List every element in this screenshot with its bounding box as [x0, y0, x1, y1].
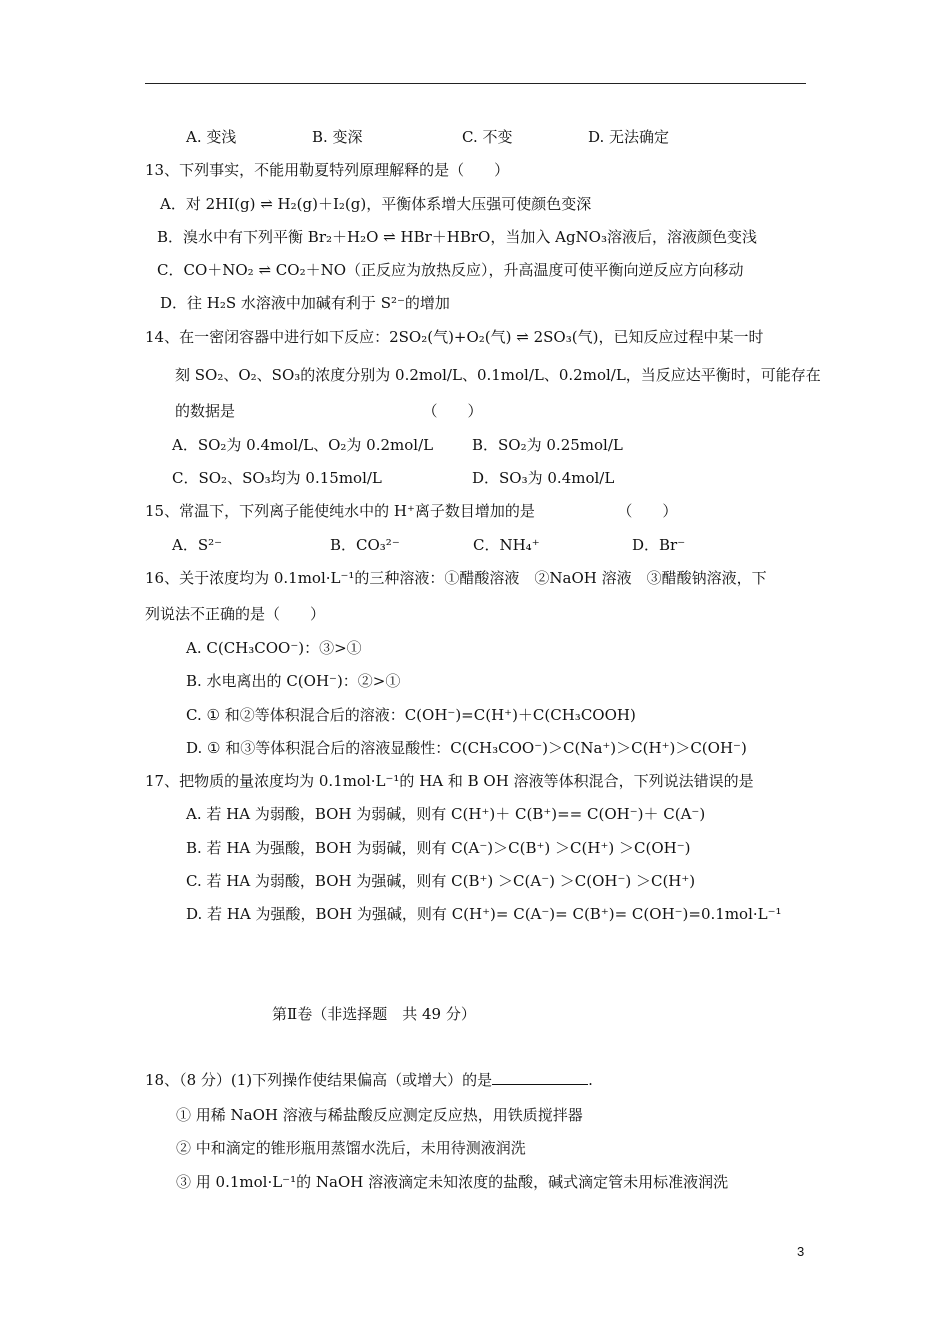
q18-stem [145, 1070, 593, 1090]
section2-title: 第Ⅱ卷（非选择题 共 49 分） [272, 1005, 476, 1023]
q16-option-b: B. 水电离出的 C(OH⁻)：②>① [186, 672, 401, 690]
q14-option-c: C．SO₂、SO₃均为 0.15mol/L [172, 469, 382, 487]
q12-option-a: A. 变浅 [186, 128, 237, 146]
page-number: 3 [797, 1244, 805, 1259]
q13-option-c: C．CO＋NO₂ ⇌ CO₂＋NO（正反应为放热反应），升高温度可使平衡向逆反应方向移动 [157, 261, 744, 279]
q18-answer-blank[interactable] [492, 1070, 588, 1085]
q15-option-d: D．Br⁻ [632, 536, 686, 554]
q13-option-b: B．溴水中有下列平衡 Br₂＋H₂O ⇌ HBr＋HBrO，当加入 AgNO₃溶液后，溶液颜色变浅 [157, 228, 757, 246]
q18-stem-text: 18、（8 分）(1)下列操作使结果偏高（或增大）的是 [145, 1071, 493, 1089]
q12-option-b: B. 变深 [312, 128, 363, 146]
q15-option-c: C．NH₄⁺ [473, 536, 540, 554]
q17-option-d: D. 若 HA 为强酸，BOH 为强碱，则有 C(H⁺)= C(A⁻)= C(B⁺)= C(OH⁻)=0.1mol·L⁻¹ [186, 905, 782, 923]
q13-option-d: D．往 H₂S 水溶液中加碱有利于 S²⁻的增加 [160, 294, 450, 312]
q17-stem: 17、把物质的量浓度均为 0.1mol·L⁻¹的 HA 和 B OH 溶液等体积混合，下列说法错误的是 [145, 772, 754, 790]
q16-stem-line1: 16、关于浓度均为 0.1mol·L⁻¹的三种溶液：①醋酸溶液 ②NaOH 溶液 ③醋酸钠溶液，下 [145, 569, 767, 587]
q16-option-d: D. ① 和③等体积混合后的溶液显酸性：C(CH₃COO⁻)＞C(Na⁺)＞C(H⁺)＞C(OH⁻) [186, 739, 747, 757]
q13-option-a: A．对 2HI(g) ⇌ H₂(g)＋I₂(g)，平衡体系增大压强可使颜色变深 [160, 195, 592, 213]
q17-option-c: C. 若 HA 为弱酸，BOH 为强碱，则有 C(B⁺) ＞C(A⁻) ＞C(OH⁻) ＞C(H⁺) [186, 872, 696, 890]
q16-option-a: A. C(CH₃COO⁻)：③>① [186, 639, 362, 657]
q15-option-b: B．CO₃²⁻ [330, 536, 400, 554]
q12-option-c: C. 不变 [462, 128, 513, 146]
q14-stem-line2: 刻 SO₂、O₂、SO₃的浓度分别为 0.2mol/L、0.1mol/L、0.2mol/L，当反应达平衡时，可能存在 [175, 366, 821, 384]
q16-stem-line2: 列说法不正确的是（ ） [145, 605, 326, 623]
q14-stem-line1: 14、在一密闭容器中进行如下反应：2SO₂(气)+O₂(气) ⇌ 2SO₃(气)，已知反应过程中某一时 [145, 328, 764, 346]
q14-option-b: B．SO₂为 0.25mol/L [472, 436, 623, 454]
q18-stem-period: . [588, 1071, 593, 1089]
q16-option-c: C. ① 和②等体积混合后的溶液：C(OH⁻)=C(H⁺)＋C(CH₃COOH) [186, 706, 636, 724]
q14-option-a: A．SO₂为 0.4mol/L、O₂为 0.2mol/L [172, 436, 434, 454]
q15-option-a: A．S²⁻ [172, 536, 223, 554]
q18-item-2: ② 中和滴定的锥形瓶用蒸馏水洗后，未用待测液润洗 [176, 1139, 526, 1157]
q14-stem-line3: 的数据是 （ ） [175, 402, 483, 420]
q15-stem: 15、常温下，下列离子能使纯水中的 H⁺离子数目增加的是 （ ） [145, 502, 678, 520]
q18-item-1: ① 用稀 NaOH 溶液与稀盐酸反应测定反应热，用铁质搅拌器 [176, 1106, 583, 1124]
q14-option-d: D．SO₃为 0.4mol/L [472, 469, 615, 487]
header-rule [145, 83, 806, 84]
q12-option-d: D. 无法确定 [588, 128, 670, 146]
q17-option-a: A. 若 HA 为弱酸，BOH 为弱碱，则有 C(H⁺)＋ C(B⁺)== C(OH⁻)＋ C(A⁻) [186, 805, 706, 823]
q18-item-3: ③ 用 0.1mol·L⁻¹的 NaOH 溶液滴定未知浓度的盐酸，碱式滴定管未用标准液润洗 [176, 1173, 729, 1191]
q13-stem: 13、下列事实，不能用勒夏特列原理解释的是（ ） [145, 161, 510, 179]
q17-option-b: B. 若 HA 为强酸，BOH 为弱碱，则有 C(A⁻)＞C(B⁺) ＞C(H⁺) ＞C(OH⁻) [186, 839, 691, 857]
